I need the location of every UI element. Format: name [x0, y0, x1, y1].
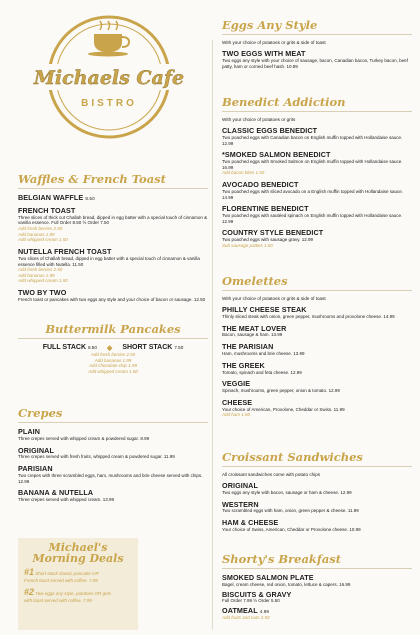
- item-desc: Two poached eggs with sautéed spinach on English muffin topped with Hollandaise sauce. 12.99: [222, 213, 403, 224]
- item-desc: French toast or pancakes with two eggs any style and your choice of bacon or sausage. 12.50: [18, 296, 206, 302]
- item-name: CHEESE: [222, 397, 253, 407]
- menu-item: [222, 519, 412, 533]
- item-desc: Three slices of thick cut Challah bread, dipped in egg batter with a special touch of cinnamon & vanilla essence. Full Order 8.50 ½ Order 7.50: [18, 214, 208, 226]
- menu-item: [222, 482, 412, 496]
- waffles-section: [18, 172, 208, 308]
- pancake-prices: [18, 344, 208, 352]
- waffles-title: Waffles & French Toast: [18, 172, 166, 186]
- item-name: AVOCADO BENEDICT: [222, 179, 299, 189]
- item-desc: Tomato, spinach and feta cheese. 12.99: [222, 369, 302, 375]
- item-desc: Three crepes served with whipped cream & powdered sugar. 8.99: [18, 435, 150, 441]
- item-name: *SMOKED SALMON BENEDICT: [222, 150, 331, 160]
- section-rule: [222, 466, 412, 467]
- item-name: BELGIAN WAFFLE: [18, 193, 84, 202]
- item-name: VEGGIE: [222, 379, 251, 389]
- section-rule: [222, 290, 412, 291]
- item-desc: Two eggs any style with your choice of sausage, bacon, Canadian bacon, Turkey bacon, beef patty, ham or corned beef hash. 10.99: [222, 57, 408, 69]
- menu-item: [222, 205, 412, 224]
- menu-item: [222, 151, 412, 176]
- item-name: TWO EGGS WITH MEAT: [222, 49, 306, 58]
- menu-item: [18, 248, 208, 284]
- item-desc: Two crepes with three scrambled eggs, ham, mushrooms and brie cheese served with chips. 12.99: [18, 473, 203, 484]
- item-name: FLORENTINE BENEDICT: [222, 204, 309, 214]
- item-name: WESTERN: [222, 499, 259, 509]
- eggs-section: [222, 18, 412, 74]
- item-desc: Three crepes served with whipped cream. 13.99: [18, 497, 115, 503]
- item-desc: Three crepes served with fresh fruits, whipped cream & powdered sugar. 11.99: [18, 454, 175, 460]
- benedict-section: [222, 95, 412, 253]
- deals-title-line1: Michael's: [48, 541, 108, 554]
- menu-item: [222, 574, 412, 588]
- item-desc: Spinach, mushrooms, green pepper, onion & tomato. 12.99: [222, 388, 340, 394]
- pancake-addon: Add whipped cream 1.50: [88, 368, 138, 374]
- item-addon: Add whipped cream 1.50: [18, 278, 68, 284]
- croissant-section: [222, 450, 412, 538]
- benedict-title: Benedict Addiction: [222, 95, 346, 109]
- menu-item: [222, 380, 412, 394]
- item-name: PARISIAN: [18, 464, 53, 474]
- cafe-logo: [33, 12, 185, 142]
- menu-item: [18, 489, 208, 503]
- item-name: FRENCH TOAST: [18, 205, 76, 215]
- item-name: BISCUITS & GRAVY: [222, 589, 292, 599]
- item-desc: Two slices of Challah bread, dipped in egg batter with a special touch of cinnamon & vanilla essence filled with Nutella. 11.50: [18, 255, 200, 267]
- item-addon: Add bananas 1.99: [18, 231, 55, 237]
- item-desc: Thinly sliced steak with onion, green pepper, mushrooms and provolone cheese. 14.99: [222, 313, 395, 319]
- deal-text: Two eggs any style, potatoes OR grits: [35, 590, 111, 596]
- pancakes-title: Buttermilk Pancakes: [45, 322, 181, 336]
- deal-text: with toast served with coffee. 7.99: [24, 598, 92, 604]
- menu-item: [222, 306, 412, 320]
- menu-item: [222, 591, 412, 605]
- section-intro: With your choice of potatoes or grits & side of toast: [222, 40, 326, 45]
- item-name: ORIGINAL: [18, 445, 54, 455]
- item-name: THE MEAT LOVER: [222, 323, 287, 333]
- morning-deals-box: [18, 538, 138, 630]
- deal-text: Short stack classic pancake OR: [35, 571, 99, 576]
- eggs-title: Eggs Any Style: [222, 18, 318, 32]
- omelettes-title: Omelettes: [222, 274, 288, 288]
- item-name: OATMEAL: [222, 606, 258, 616]
- menu-item: [222, 50, 412, 69]
- item-desc: Ham, mushrooms and brie cheese. 13.99: [222, 351, 305, 357]
- item-addon: Add bananas 1.99: [18, 272, 55, 278]
- deal-1: [24, 567, 132, 584]
- item-desc: Bagel, cream cheese, red onion, tomato, lettuce & capers. 16.99: [222, 581, 351, 587]
- item-price: 8.50: [85, 196, 95, 201]
- deal-2: [24, 587, 132, 604]
- item-desc: Two scrambled eggs with ham, onion, green pepper & cheese. 11.99: [222, 508, 359, 514]
- item-name: NUTELLA FRENCH TOAST: [18, 246, 112, 256]
- diamond-icon: ◆: [106, 345, 113, 352]
- pancake-addon: Add fresh berries 2.50: [90, 352, 136, 357]
- short-stack-label: SHORT STACK: [122, 344, 173, 351]
- full-stack-label: FULL STACK: [42, 344, 87, 351]
- section-intro: With your choice of potatoes or grits & side of toast: [222, 296, 326, 301]
- menu-item: [222, 362, 412, 376]
- item-addon: Add bacon bites 1.50: [222, 170, 265, 176]
- menu-item: [222, 325, 412, 339]
- full-stack-price: 8.50: [87, 345, 97, 350]
- short-stack-price: 7.50: [174, 345, 184, 350]
- deals-title-line2: Morning Deals: [32, 552, 124, 565]
- deal-text: French toast served with coffee. 7.99: [24, 578, 98, 584]
- item-name: PLAIN: [18, 427, 41, 436]
- pancake-addon: Add chocolate chip 1.99: [88, 363, 138, 369]
- section-rule: [222, 568, 412, 569]
- menu-item: [222, 229, 412, 248]
- item-name: SMOKED SALMON PLATE: [222, 573, 314, 582]
- shorty-section: [222, 552, 412, 626]
- item-name: PHILLY CHEESE STEAK: [222, 305, 307, 314]
- item-desc: Two poached eggs with Canadian bacon on English muffin topped with Hollandaise sauce. 12.99: [222, 134, 403, 146]
- menu-item: [222, 607, 412, 621]
- item-name: TWO BY TWO: [18, 288, 67, 298]
- menu-item: [18, 428, 208, 442]
- item-desc: Your choice of Swiss, American, Cheddar or Provolone cheese. 10.99: [222, 527, 361, 533]
- logo-tagline: BISTRO: [81, 98, 137, 109]
- item-desc: Two poached eggs with sausage gravy. 12.99: [222, 237, 313, 243]
- item-desc: Two eggs any style with bacon, sausage or ham & cheese. 12.99: [222, 489, 352, 495]
- item-name: BANANA & NUTELLA: [18, 488, 94, 498]
- item-addon: Add fresh berries 2.50: [18, 226, 63, 232]
- menu-item: [222, 399, 412, 418]
- item-addon: Add fruits and nuts 2.50: [222, 615, 270, 621]
- pancake-addon: Add bananas 1.99: [94, 357, 132, 363]
- section-rule: [18, 338, 208, 339]
- menu-item: [222, 343, 412, 357]
- item-desc: Two poached eggs with Smoked Salmon on English muffin topped with Hollandaise sauce. 16.99: [222, 159, 403, 170]
- logo-name: Michaels Cafe: [33, 67, 185, 89]
- menu-item: [222, 181, 412, 200]
- column-divider: [212, 40, 213, 630]
- item-addon: Sub sausage patties 1.50: [222, 242, 273, 248]
- item-addon: Add fresh berries 2.50: [18, 267, 63, 273]
- menu-item: [18, 207, 208, 243]
- croissant-title: Croissant Sandwiches: [222, 450, 363, 464]
- section-rule: [18, 188, 208, 189]
- section-intro: With your choice of potatoes or grits: [222, 117, 296, 122]
- section-intro: All croissant sandwiches come with potato chips: [222, 472, 321, 477]
- item-name: THE PARISIAN: [222, 342, 274, 352]
- crepes-section: [18, 406, 208, 508]
- menu-item: [222, 127, 412, 146]
- item-name: CLASSIC EGGS BENEDICT: [222, 126, 318, 135]
- shorty-title: Shorty's Breakfast: [222, 552, 342, 566]
- item-desc: Your choice of American, Provolone, Cheddar or Swiss. 11.99: [222, 406, 345, 412]
- item-desc: Two poached eggs with sliced avocado on a English muffin topped with Hollandaise sauce. 14.99: [222, 188, 404, 200]
- deal-number: #1: [24, 567, 35, 577]
- item-name: ORIGINAL: [222, 481, 258, 490]
- item-desc: Bacon, sausage & ham. 13.99: [222, 332, 283, 338]
- item-price: 4.99: [259, 609, 270, 615]
- menu-item: [18, 194, 208, 202]
- item-name: THE GREEK: [222, 360, 265, 370]
- deal-number: #2: [24, 586, 35, 597]
- section-rule: [18, 422, 208, 423]
- menu-item: [18, 447, 208, 461]
- menu-item: [18, 465, 208, 484]
- crepes-title: Crepes: [18, 406, 63, 420]
- section-rule: [222, 34, 412, 35]
- item-addon: Add ham 1.50: [222, 412, 251, 418]
- item-name: COUNTRY STYLE BENEDICT: [222, 228, 324, 238]
- omelettes-section: [222, 274, 412, 423]
- menu-item: [222, 501, 412, 515]
- item-desc: Full Order 7.99 ½ Order 5.50: [222, 598, 280, 604]
- menu-item: [18, 289, 208, 303]
- item-name: HAM & CHEESE: [222, 518, 279, 528]
- section-rule: [222, 111, 412, 112]
- pancakes-section: [18, 322, 208, 375]
- item-addon: Add whipped cream 1.50: [18, 237, 68, 243]
